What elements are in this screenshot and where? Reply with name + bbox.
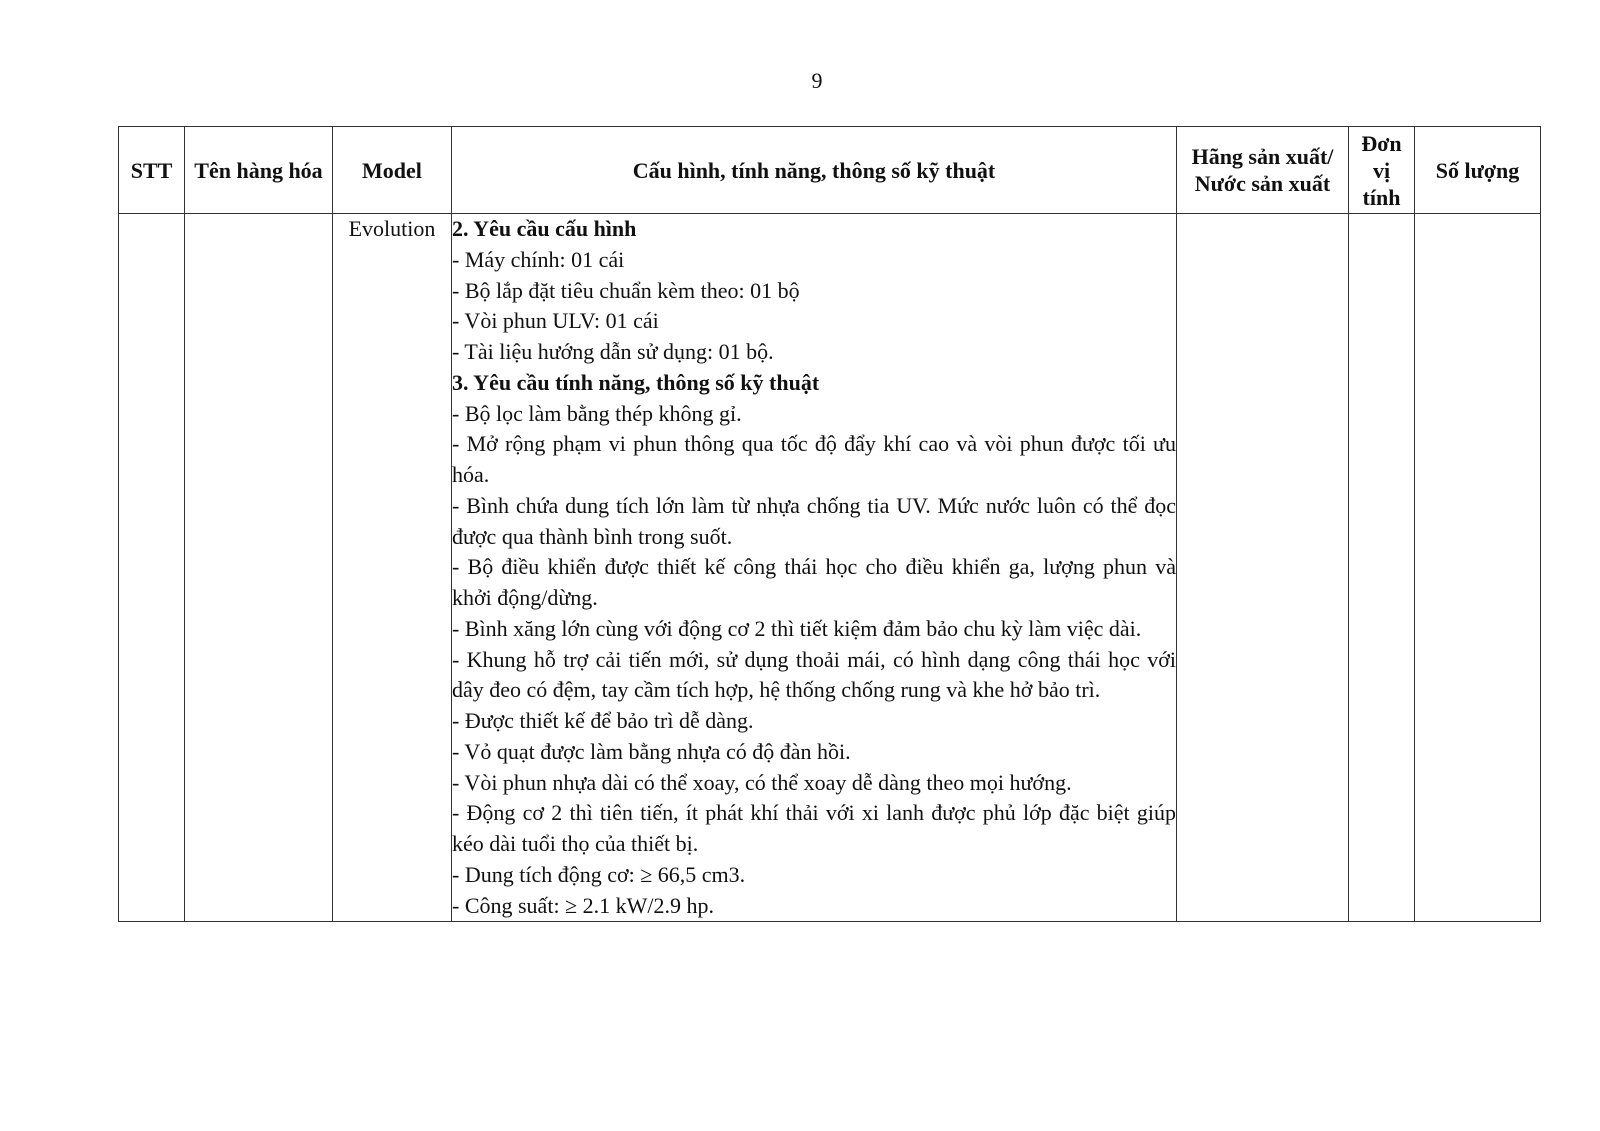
cell-hang-san-xuat (1177, 214, 1349, 922)
cell-specification (452, 214, 1177, 922)
feature-item: - Khung hỗ trợ cải tiến mới, sử dụng thoải mái, có hình dạng công thái học với dây đeo có đệm, tay cầm tích hợp, hệ thống chống rung và khe hở bảo trì. (452, 646, 1176, 703)
config-item: - Máy chính: 01 cái (452, 246, 625, 272)
header-model: Model (333, 127, 452, 214)
header-hang-san-xuat: Hãng sản xuất/ Nước sản xuất (1177, 127, 1349, 214)
cell-model: Evolution (333, 214, 452, 922)
feature-item: - Bộ điều khiển được thiết kế công thái học cho điều khiển ga, lượng phun và khởi động/dừng. (452, 554, 1176, 610)
feature-item: - Động cơ 2 thì tiên tiến, ít phát khí thải với xi lanh được phủ lớp đặc biệt giúp kéo dài tuổi thọ của thiết bị. (452, 800, 1176, 856)
cell-don-vi-tinh (1349, 214, 1415, 922)
feature-item: - Vòi phun nhựa dài có thể xoay, có thể xoay dễ dàng theo mọi hướng. (452, 769, 1072, 795)
page-number: 9 (811, 68, 823, 93)
feature-item: - Công suất: ≥ 2.1 kW/2.9 hp. (452, 892, 715, 918)
feature-item: - Mở rộng phạm vi phun thông qua tốc độ đẩy khí cao và vòi phun được tối ưu hóa. (452, 431, 1176, 487)
config-item: - Bộ lắp đặt tiêu chuẩn kèm theo: 01 bộ (452, 277, 800, 303)
cell-so-luong (1415, 214, 1541, 922)
config-item: - Tài liệu hướng dẫn sử dụng: 01 bộ. (452, 339, 774, 364)
feature-item: - Bình chứa dung tích lớn làm từ nhựa chống tia UV. Mức nước luôn có thể đọc được qua thành bình trong suốt. (452, 492, 1176, 549)
feature-item: - Được thiết kế để bảo trì dễ dàng. (452, 708, 754, 733)
cell-ten-hang-hoa (185, 214, 333, 922)
feature-item: - Bình xăng lớn cùng với động cơ 2 thì tiết kiệm đảm bảo chu kỳ làm việc dài. (452, 615, 1142, 641)
header-don-vi-tinh: Đơn vị tính (1349, 127, 1415, 214)
feature-item: - Bộ lọc làm bằng thép không gỉ. (452, 400, 742, 426)
table-row (119, 214, 1541, 922)
header-row (119, 127, 1541, 214)
header-so-luong: Số lượng (1415, 127, 1541, 214)
cell-stt (119, 214, 185, 922)
header-cau-hinh: Cấu hình, tính năng, thông số kỹ thuật (452, 127, 1177, 214)
feature-item: - Dung tích động cơ: ≥ 66,5 cm3. (452, 861, 746, 887)
config-item: - Vòi phun ULV: 01 cái (452, 308, 659, 334)
header-ten-hang-hoa: Tên hàng hóa (185, 127, 333, 214)
specification-table (118, 126, 1541, 922)
header-stt: STT (119, 127, 185, 214)
feature-item: - Vỏ quạt được làm bằng nhựa có độ đàn hồi. (452, 738, 851, 764)
section-2-title: 2. Yêu cầu cấu hình (452, 216, 637, 241)
section-3-title: 3. Yêu cầu tính năng, thông số kỹ thuật (452, 369, 820, 395)
